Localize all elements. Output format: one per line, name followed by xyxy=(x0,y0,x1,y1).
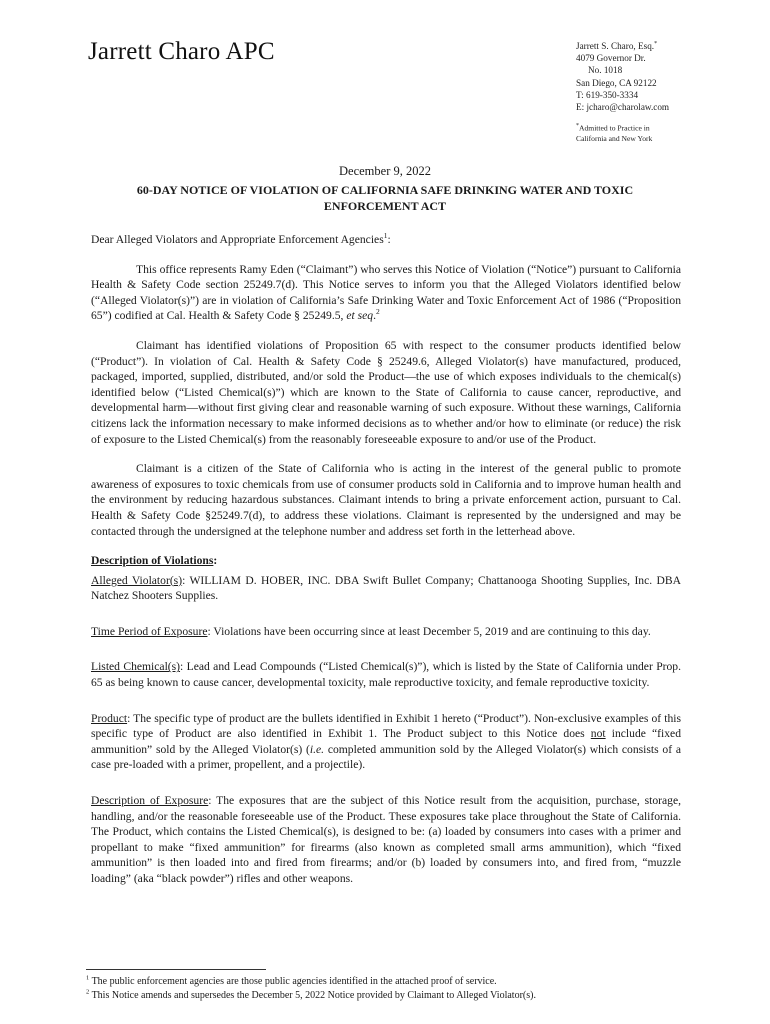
footnote-divider xyxy=(86,969,266,970)
footnote-2: $^2$ This Notice amends and supersedes the December 5, 2022 Notice provided by Claimant to Alleged Violator(s). xyxy=(86,988,536,1001)
paragraph-claimant: Claimant is a citizen of the State of California who is acting in the interest of the general public to promote awareness of exposures to toxic chemicals from use of consumer products sold in California and to improve human health and the environment by reducing hazardous substances. Claimant intends to bring a private enforcement action, pursuant to Cal. Health & Safety Code §25249.7(d), to address these violations. Claimant is represented by the undersigned and may be contacted through the undersigned at the telephone number and address set forth in the letterhead above. xyxy=(91,462,681,538)
footnote-1: $^1$ The public enforcement agencies are those public agencies identified in the attached proof of service. xyxy=(86,974,497,987)
listed-chemicals: Listed Chemical(s): Lead and Lead Compounds (“Listed Chemical(s)”), which is listed by the State of California under Prop. 65 as being known to cause cancer, developmental toxicity, male reproductive toxicity, and female reproductive toxicity. xyxy=(91,660,681,690)
footnotes xyxy=(86,975,686,1003)
footnote-ref-2: 2 xyxy=(375,307,380,317)
phone: T: 619-350-3334 xyxy=(576,89,639,100)
city-state-zip: San Diego, CA 92122 xyxy=(576,77,657,88)
time-period-of-exposure: Time Period of Exposure: Violations have been occurring since at least December 5, 2019 and are continuing to this day. xyxy=(91,624,651,638)
letterhead-contact-block xyxy=(576,38,756,145)
description-of-exposure: Description of Exposure: The exposures that are the subject of this Notice result from the acquisition, purchase, storage, handling, and/or the reasonable foreseeable use of the Product. These exposures take place throughout the State of California. The Product, which contains the Listed Chemical(s), is designed to be: (a) loaded by consumers into cases with a primer and propellant to make “fixed ammunition” for firearms (also known as completed small arms ammunition), which “fixed ammunition” is then loaded into and fired from firearms; and/or (b) loaded by consumers into, and fired from, “muzzle loading” (aka “black powder”) rifles and other weapons. xyxy=(91,794,681,885)
address-line-1: 4079 Governor Dr. xyxy=(576,53,646,64)
attorney-name: Jarrett S. Charo, Esq.* xyxy=(576,41,658,52)
violations-heading: Description of Violations: xyxy=(91,554,218,568)
paragraph-violations-summary: Claimant has identified violations of Proposition 65 with respect to the consumer products identified below (“Product”). In violation of Cal. Health & Safety Code § 25249.6, Alleged Violator(s) have manufactured, produced, packaged, imported, supplied, distributed, and/or sold the Product—the use of which exposes individuals to the chemical(s) identified below (“Listed Chemical(s)”) which are known to the State of California to cause cancer, reproductive, and developmental harm—without first giving clear and reasonable warning of such exposure. Without these warnings, California citizens lack the information necessary to make informed decisions as to whether and/or how to eliminate (or reduce) the risk of exposure to the Listed Chemical(s) from the reasonably foreseeable exposure to and/or use of the Product. xyxy=(91,338,681,446)
notice-title: 60-DAY NOTICE OF VIOLATION OF CALIFORNIA SAFE DRINKING WATER AND TOXIC ENFORCEMENT ACT xyxy=(136,183,634,213)
admission-mark: * xyxy=(576,123,579,130)
email: E: jcharo@charolaw.com xyxy=(576,102,670,113)
paragraph-representation: This office represents Ramy Eden (“Claimant”) who serves this Notice of Violation (“Notice”) pursuant to California Health & Safety Code section 25249.7(d). This Notice serves to inform you that the Alleged Violators identified below (“Alleged Violator(s)”) are in violation of California’s Safe Drinking Water and Toxic Enforcement Act of 1986 (“Proposition 65”) codified at Cal. Health & Safety Code § 25249.5, et seq.$^2$ xyxy=(91,262,681,323)
alleged-violators: Alleged Violator(s): WILLIAM D. HOBER, INC. DBA Swift Bullet Company; Chattanooga Shooting Supplies, Inc. DBA Natchez Shooters Supplies. xyxy=(91,573,682,603)
attorney-mark: * xyxy=(654,41,658,47)
firm-name: Jarrett Charo APC xyxy=(88,38,275,65)
admission-note: *Admitted to Practice in California and New York xyxy=(576,123,653,144)
product-description: Product: The specific type of product are the bullets identified in Exhibit 1 hereto (“Product”). Non-exclusive examples of this specific type of Product are also identified in Exhibit 1. The Product subject to this Notice does not include “fixed ammunition” sold by the Alleged Violator(s) (i.e. completed ammunition sold by the Alleged Violator(s) which consists of a case pre-loaded with a primer, propellent, and a projectile). xyxy=(91,711,681,772)
letter-body xyxy=(91,232,681,887)
notice-date: December 9, 2022 xyxy=(339,164,431,178)
footnote-ref-1: 1 xyxy=(383,231,388,241)
address-line-2: No. 1018 xyxy=(588,65,623,76)
salutation: Dear Alleged Violators and Appropriate Enforcement Agencies$^1$: xyxy=(91,231,391,246)
